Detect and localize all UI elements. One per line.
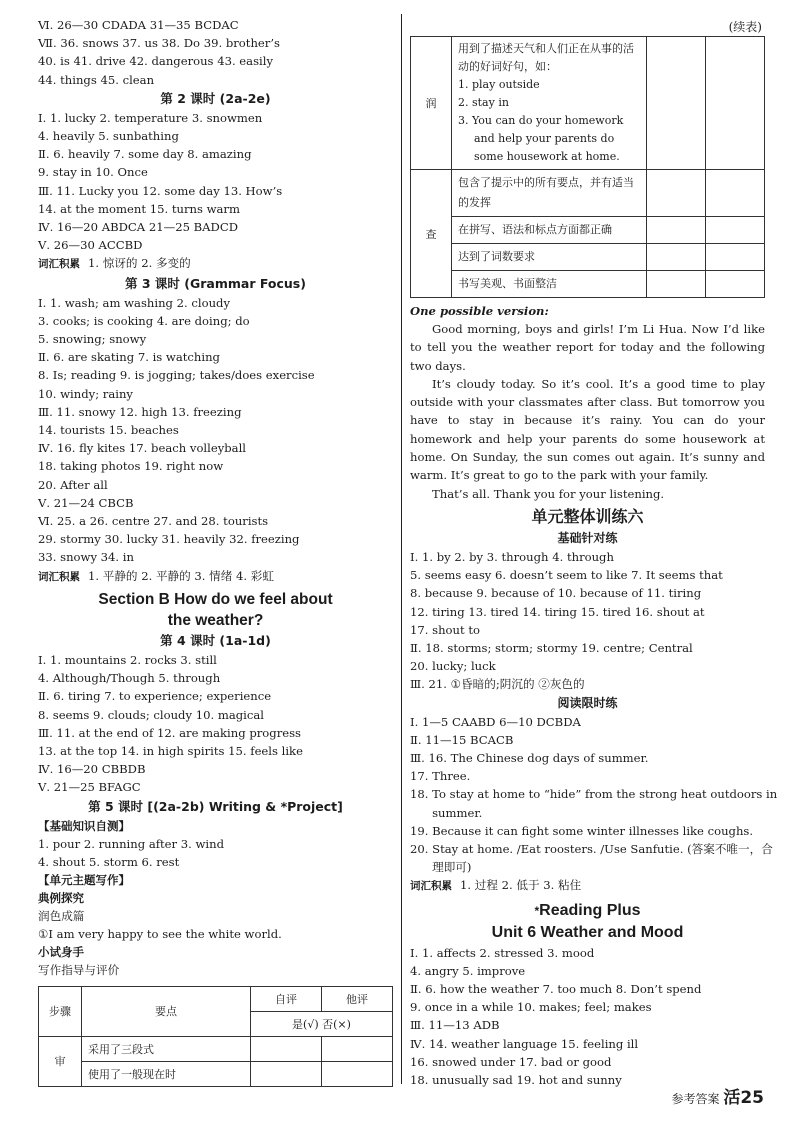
self-eval-cell — [647, 244, 706, 271]
answer-line: Ⅰ. 1. by 2. by 3. through 4. through — [410, 549, 614, 564]
answer-line: Ⅰ. 1. affects 2. stressed 3. mood — [410, 945, 595, 960]
answer-line: 18. taking photos 19. right now — [38, 459, 224, 474]
answer-line: Ⅰ. 1. mountains 2. rocks 3. still — [38, 652, 217, 667]
polish-item: 1. play outside — [458, 78, 540, 91]
left-column — [38, 16, 393, 1087]
lesson4-title: 第 4 课时 (1a-1d) — [160, 632, 271, 648]
essay-paragraph: It’s cloudy today. So it’s cool. It’s a good time to play outside with your classmates after class. But tomorrow you have to stay in because it’s rainy. You can do your homework and help your parents do some housework at home. On Sunday, the sun comes out again. It’s sunny and warm. It’s great to go to the park with your family. — [410, 376, 765, 483]
answer-line: Ⅲ. 11. at the end of 12. are making progress — [38, 725, 301, 740]
unit6-title: Unit 6 Weather and Mood — [491, 923, 684, 941]
answer-line: Ⅲ. 11. Lucky you 12. some day 13. How’s — [38, 183, 283, 198]
answer-line: 8. Is; reading 9. is jogging; takes/does exercise — [38, 368, 315, 383]
lesson2-answers — [38, 109, 393, 255]
polish-points — [452, 37, 647, 170]
answer-line: Ⅵ. 26—30 CDADA 31—35 BCDAC — [38, 18, 239, 32]
answer-line: 13. at the top 14. in high spirits 15. feels like — [38, 743, 303, 758]
footer-label: 参考答案 — [671, 1092, 720, 1106]
section-title: Section B How do we feel about — [98, 590, 333, 608]
block1 — [38, 16, 393, 89]
answer-line: 14. tourists 15. beaches — [38, 423, 179, 438]
answer-line: Ⅰ. 1. lucky 2. temperature 3. snowmen — [38, 110, 263, 125]
answer-line: Ⅱ. 6. how the weather 7. too much 8. Don’t spend — [410, 982, 702, 997]
answer-line: 理即可) — [410, 860, 472, 875]
reading-answers — [410, 713, 778, 877]
answer-line: Ⅱ. 6. are skating 7. is watching — [38, 350, 220, 365]
unit-training-title: 单元整体训练六 — [531, 508, 644, 526]
answer-line: Ⅱ. 11—15 BCACB — [410, 732, 514, 747]
self-eval-cell — [647, 217, 706, 244]
page-number: 活25 — [723, 1088, 764, 1108]
evaluation-table — [38, 986, 393, 1087]
self-eval-cell — [251, 1061, 322, 1086]
polish-item: 3. You can do your homework and help your parents do some housework at home. — [458, 114, 624, 163]
answer-line: 4. heavily 5. sunbathing — [38, 129, 179, 144]
answer-line: 40. is 41. drive 42. dangerous 43. easily — [38, 54, 273, 69]
star-mark: * — [534, 903, 540, 918]
review-point: 采用了三段式 — [82, 1036, 251, 1061]
peer-eval-cell — [706, 217, 765, 244]
answer-line: Ⅴ. 26—30 ACCBD — [38, 238, 143, 253]
answer-line: summer. — [410, 805, 483, 820]
essay-paragraph: That’s all. Thank you for your listening. — [432, 486, 665, 501]
answer-line: Ⅶ. 36. snows 37. us 38. Do 39. brother’s — [38, 36, 280, 51]
polish-sentence: ①I am very happy to see the white world. — [38, 927, 282, 942]
answer-line: 12. tiring 13. tired 14. tiring 15. tired 16. shout at — [410, 604, 705, 619]
peer-eval-cell — [706, 170, 765, 217]
answer-line: Ⅴ. 21—24 CBCB — [38, 495, 134, 510]
answer-line: 17. shout to — [410, 622, 480, 637]
vocab-label: 词汇积累 — [410, 880, 452, 893]
answer-line: Ⅱ. 6. tiring 7. to experience; experience — [38, 689, 272, 704]
peer-eval-cell — [706, 271, 765, 298]
answer-line: 20. Stay at home. /Eat roosters. /Use Sanfutie. (答案不唯一，合 — [410, 842, 773, 857]
basic-training-title: 基础针对练 — [557, 530, 618, 545]
self-eval-cell — [647, 271, 706, 298]
vocab-text: 1. 惊讶的 2. 多变的 — [88, 256, 191, 271]
answer-line: 16. snowed under 17. bad or good — [410, 1054, 612, 1069]
check-point: 包含了提示中的所有要点，并有适当的发挥 — [452, 170, 647, 217]
answer-line: 19. Because it can fight some winter illnesses like coughs. — [410, 823, 754, 838]
answer-line: 44. things 45. clean — [38, 72, 155, 87]
lesson2-title: 第 2 课时 (2a-2e) — [160, 90, 271, 106]
answer-line: 20. After all — [38, 477, 108, 492]
vocab-label: 词汇积累 — [38, 570, 80, 583]
col-self-header: 自评 — [251, 986, 322, 1011]
col-peer-header: 他评 — [322, 986, 393, 1011]
answer-line: 5. snowing; snowy — [38, 332, 147, 347]
basic-knowledge-label: 【基础知识自测】 — [38, 818, 130, 833]
answer-line: 9. stay in 10. Once — [38, 165, 148, 180]
column-divider — [401, 14, 402, 1084]
step-check: 查 — [411, 170, 452, 298]
answer-line: 20. lucky; luck — [410, 659, 496, 674]
answer-line: Ⅱ. 18. storms; storm; stormy 19. centre; Central — [410, 640, 693, 655]
self-eval-cell — [251, 1036, 322, 1061]
lesson5-title: 第 5 课时 [(2a-2b) Writing & *Project] — [88, 798, 343, 814]
answer-line: 4. shout 5. storm 6. rest — [38, 854, 180, 869]
lesson4-answers — [38, 651, 393, 797]
training-answers — [410, 548, 765, 694]
page-footer — [671, 1083, 764, 1108]
self-eval-cell — [647, 37, 706, 170]
peer-eval-cell — [322, 1061, 393, 1086]
vocab-text: 1. 平静的 2. 平静的 3. 情绪 4. 彩虹 — [88, 568, 274, 583]
continued-label: (续表) — [728, 20, 762, 34]
vocab-accumulation — [38, 254, 393, 273]
review-point: 使用了一般现在时 — [82, 1061, 251, 1086]
reading-title: 阅读限时练 — [557, 695, 618, 710]
answer-line: 5. seems easy 6. doesn’t seem to like 7. It seems that — [410, 568, 723, 583]
answer-line: Ⅳ. 16—20 ABDCA 21—25 BADCD — [38, 220, 238, 235]
answer-line: Ⅲ. 11. snowy 12. high 13. freezing — [38, 404, 242, 419]
col-step-header: 步骤 — [39, 986, 82, 1036]
unit-writing-label: 【单元主题写作】 — [38, 872, 130, 887]
answer-line: Ⅱ. 6. heavily 7. some day 8. amazing — [38, 147, 252, 162]
answer-line: 14. at the moment 15. turns warm — [38, 201, 240, 216]
example-label: 典例探究 — [38, 890, 84, 905]
answer-line: 3. cooks; is cooking 4. are doing; do — [38, 313, 250, 328]
vocab-accumulation — [38, 567, 393, 586]
reading-plus-text: Reading Plus — [539, 901, 641, 919]
try-label: 小试身手 — [38, 945, 84, 960]
section-title-cont: the weather? — [167, 611, 264, 629]
lesson3-answers — [38, 294, 393, 567]
col-points-header: 要点 — [82, 986, 251, 1036]
answer-line: 10. windy; rainy — [38, 386, 133, 401]
peer-eval-cell — [706, 244, 765, 271]
answer-line: 33. snowy 34. in — [38, 550, 134, 565]
lesson3-title: 第 3 课时 (Grammar Focus) — [125, 275, 306, 291]
answer-line: Ⅲ. 11—13 ADB — [410, 1018, 500, 1033]
vocab-label: 词汇积累 — [38, 258, 80, 271]
unit6-answers — [410, 944, 765, 1090]
step-review: 审 — [39, 1036, 82, 1086]
answer-line: Ⅲ. 21. ①昏暗的;阴沉的 ②灰色的 — [410, 677, 585, 692]
answer-line: Ⅳ. 16. fly kites 17. beach volleyball — [38, 441, 247, 456]
polish-item: 2. stay in — [458, 96, 509, 109]
answer-line: 4. angry 5. improve — [410, 963, 526, 978]
answer-line: Ⅴ. 21—25 BFAGC — [38, 780, 141, 795]
evaluation-table-continued — [410, 36, 765, 298]
polish-intro: 用到了描述天气和人们正在从事的活动的好词好句，如： — [458, 42, 634, 73]
answer-line: Ⅰ. 1—5 CAABD 6—10 DCBDA — [410, 714, 581, 729]
check-point: 书写美观、书面整洁 — [452, 271, 647, 298]
answer-line: 4. Although/Though 5. through — [38, 671, 221, 686]
answer-line: 29. stormy 30. lucky 31. heavily 32. freezing — [38, 532, 300, 547]
answer-line: 17. Three. — [410, 769, 471, 784]
answer-line: 8. seems 9. clouds; cloudy 10. magical — [38, 707, 264, 722]
answer-line: Ⅳ. 14. weather language 15. feeling ill — [410, 1036, 639, 1051]
yes-no-subheader: 是(√) 否(×) — [251, 1011, 393, 1036]
answer-line: Ⅰ. 1. wash; am washing 2. cloudy — [38, 295, 231, 310]
vocab-accumulation — [410, 876, 765, 895]
check-point: 在拼写、语法和标点方面都正确 — [452, 217, 647, 244]
peer-eval-cell — [706, 37, 765, 170]
answer-line: 8. because 9. because of 10. because of 11. tiring — [410, 586, 702, 601]
guide-label: 写作指导与评价 — [38, 963, 120, 978]
vocab-text: 1. 过程 2. 低于 3. 粘住 — [460, 878, 582, 893]
answer-line: 9. once in a while 10. makes; feel; makes — [410, 1000, 652, 1015]
answer-line: 18. unusually sad 19. hot and sunny — [410, 1073, 622, 1088]
answer-line: Ⅳ. 16—20 CBBDB — [38, 762, 146, 777]
answer-line: Ⅲ. 16. The Chinese dog days of summer. — [410, 751, 649, 765]
reading-plus-title — [410, 900, 765, 922]
check-point: 达到了词数要求 — [452, 244, 647, 271]
polish-label: 润色成篇 — [38, 908, 85, 923]
essay-paragraph: Good morning, boys and girls! I’m Li Hua. Now I’d like to tell you the weather report for today and the following two days. — [410, 322, 765, 373]
version-label: One possible version: — [410, 304, 549, 318]
self-eval-cell — [647, 170, 706, 217]
peer-eval-cell — [322, 1036, 393, 1061]
answer-line: Ⅵ. 25. a 26. centre 27. and 28. tourists — [38, 514, 269, 529]
step-polish: 润 — [411, 37, 452, 170]
answer-line: 18. To stay at home to “hide” from the strong heat outdoors in — [410, 787, 778, 802]
right-column — [410, 36, 778, 1089]
answer-line: 1. pour 2. running after 3. wind — [38, 836, 225, 851]
